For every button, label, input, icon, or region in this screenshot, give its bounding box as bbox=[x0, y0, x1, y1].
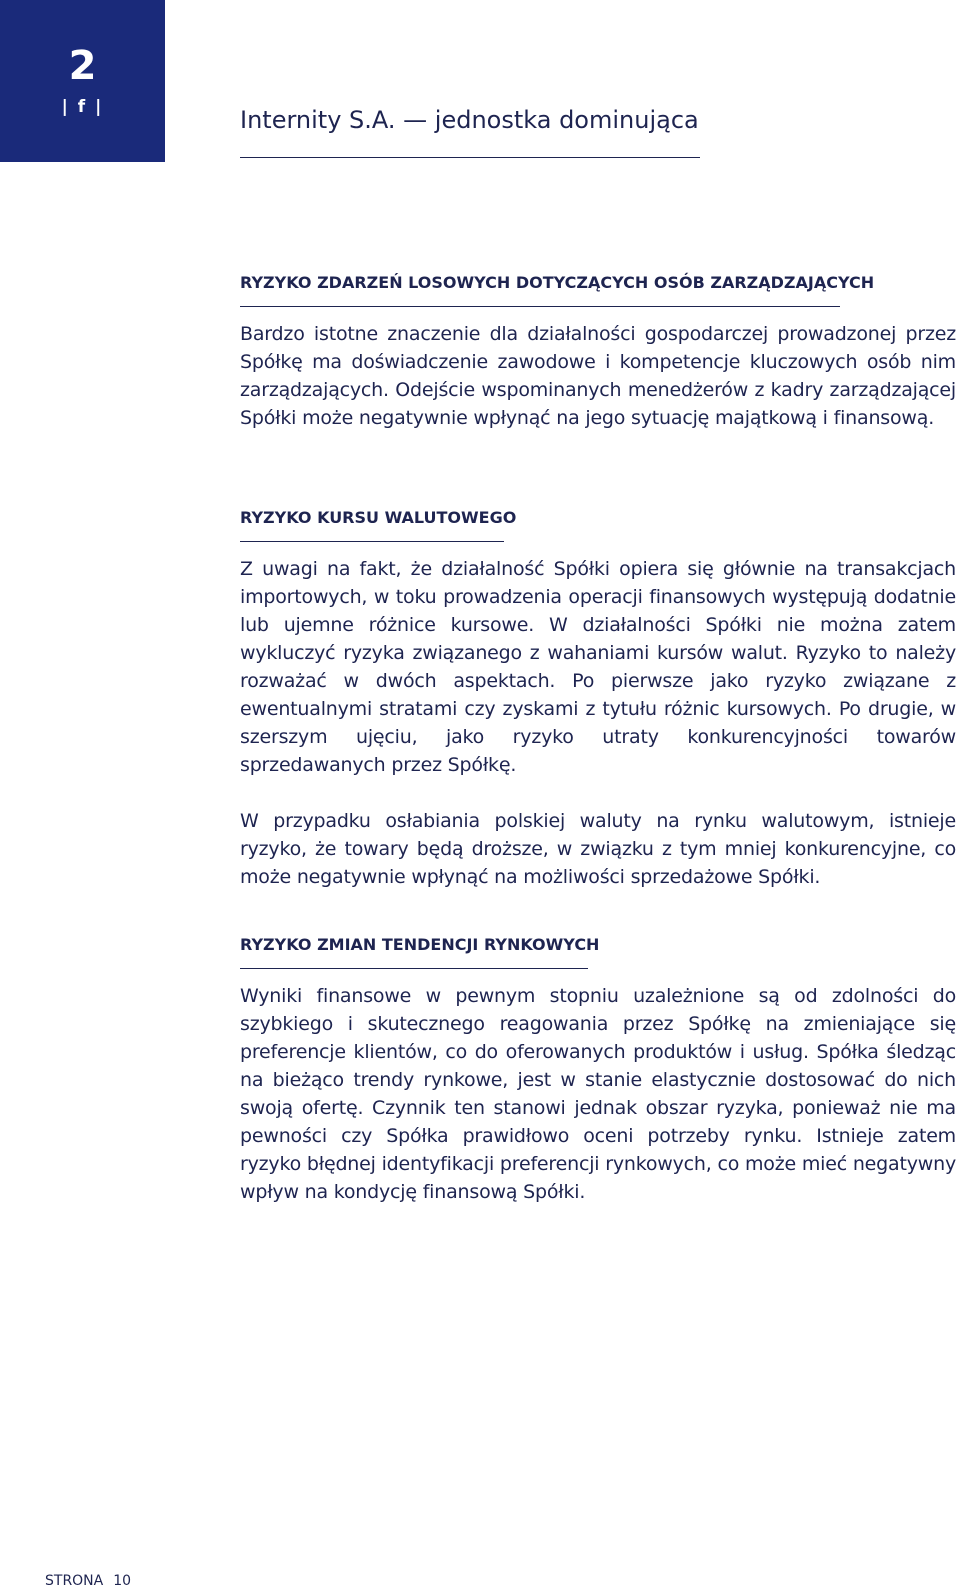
section-paragraph: Bardzo istotne znaczenie dla działalności gospodarczej prowadzonej przez Spółkę ma doświadczenie zawodowe i kompetencje kluczowych osób nim zarządzających. Odejście wspominanych menedżerów z kadry zarządzającej Spółki może negatywnie wpłynąć na jego sytuację majątkową i finansową. bbox=[240, 323, 956, 429]
section-paragraph: Wyniki finansowe w pewnym stopniu uzależnione są od zdolności do szybkiego i skutecznego reagowania przez Spółkę na zmieniające się preferencje klientów, co do oferowanych produktów i usług. Spółka śledząc na bieżąco trendy rynkowe, jest w stanie elastycznie dostosować do nich swoją ofertę. Czynnik ten stanowi jednak obszar ryzyka, ponieważ nie ma pewności czy Spółka prawidłowo oceni potrzeby rynku. Istnieje zatem ryzyko błędnej identyfikacji preferencji rynkowych, co może mieć negatywny wpływ na kondycję finansową Spółki. bbox=[240, 985, 956, 1203]
section-management-risk bbox=[240, 272, 956, 432]
section-market-trends-risk bbox=[240, 934, 956, 1206]
section-heading: RYZYKO ZMIAN TENDENCJI RYNKOWYCH bbox=[240, 935, 600, 954]
chapter-number: 2 bbox=[68, 43, 97, 89]
page-title: Internity S.A. — jednostka dominująca bbox=[240, 106, 699, 134]
section-paragraph: Z uwagi na fakt, że działalność Spółki opiera się głównie na transakcjach importowych, w toku prowadzenia operacji finansowych występują dodatnie lub ujemne różnice kursowe. W działalności Spółki nie można zatem wykluczyć ryzyka związanego z wahaniami kursów walut. Ryzyko to należy rozważać w dwóch aspektach. Po pierwsze jako ryzyko związane z ewentualnymi stratami czy zyskami z tytułu różnic kursowych. Po drugie, w szerszym ujęciu, jako ryzyko utraty konkurencyjności towarów sprzedawanych przez Spółkę. bbox=[240, 558, 956, 776]
chapter-marker bbox=[0, 0, 165, 162]
section-heading: RYZYKO KURSU WALUTOWEGO bbox=[240, 508, 517, 527]
chapter-subtitle: | f | bbox=[61, 97, 104, 117]
section-currency-risk bbox=[240, 507, 956, 891]
footer-label: STRONA bbox=[45, 1573, 104, 1589]
section-divider bbox=[240, 968, 588, 969]
section-heading: RYZYKO ZDARZEŃ LOSOWYCH DOTYCZĄCYCH OSÓB ZARZĄDZAJĄCYCH bbox=[240, 273, 875, 292]
title-divider bbox=[240, 157, 700, 158]
section-divider bbox=[240, 541, 504, 542]
section-paragraph: W przypadku osłabiania polskiej waluty na rynku walutowym, istnieje ryzyko, że towary będą droższe, w związku z tym mniej konkurencyjne, co może negatywnie wpłynąć na możliwości sprzedażowe Spółki. bbox=[240, 810, 956, 888]
section-divider bbox=[240, 306, 840, 307]
page-number: 10 bbox=[113, 1573, 132, 1589]
page-footer bbox=[45, 1572, 131, 1590]
